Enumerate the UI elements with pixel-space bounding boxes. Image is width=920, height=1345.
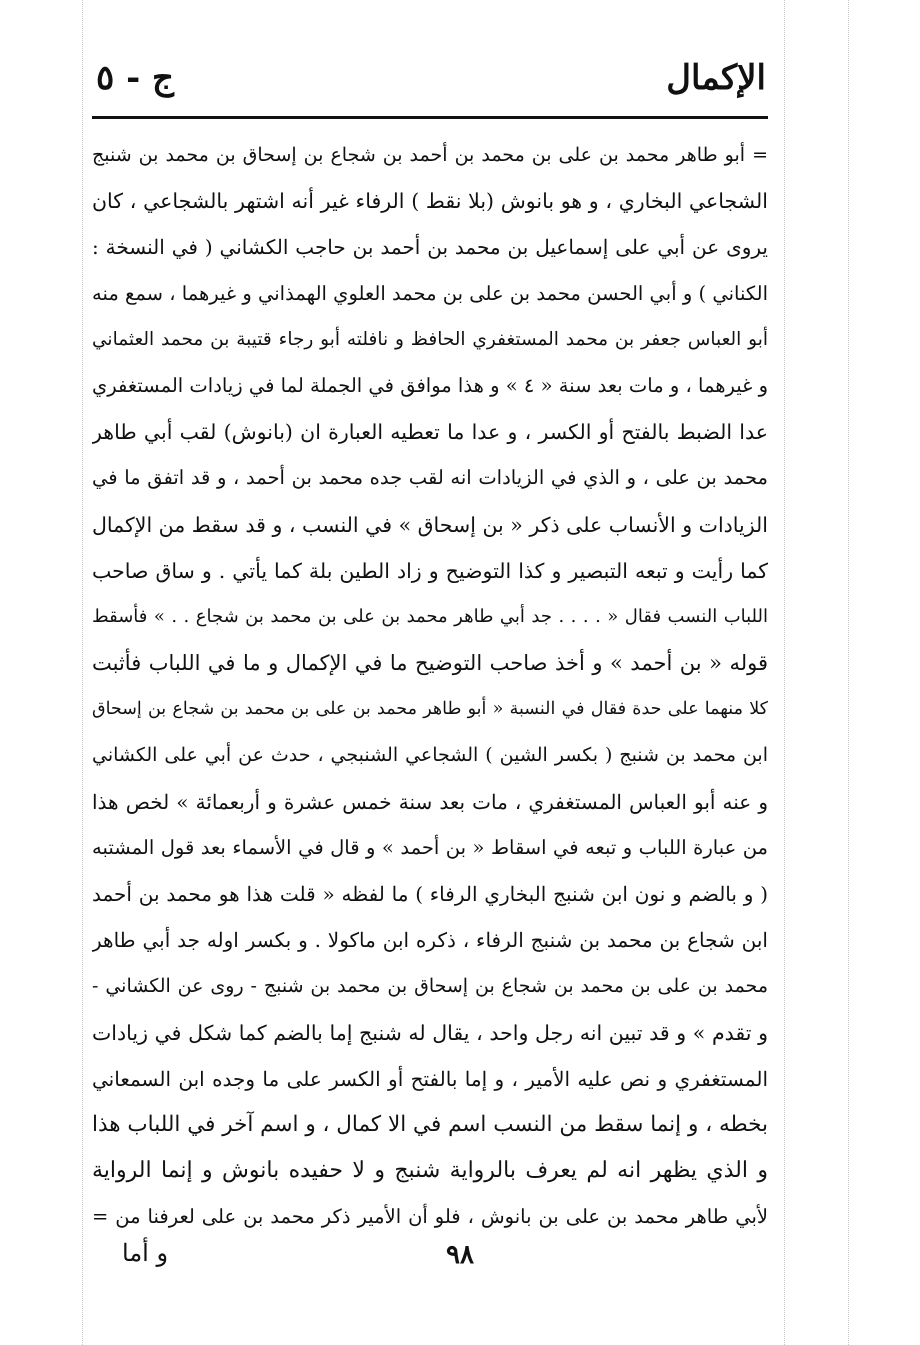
text-line: لأبي طاهر محمد بن على بن بانوش ، فلو أن الأمير ذكر محمد بن على لعرفنا من =: [92, 1205, 768, 1229]
scan-artifact-line: [82, 0, 83, 1345]
book-title: الإكمال: [666, 58, 766, 98]
text-line: محمد بن على ، و الذي في الزيادات انه لقب جده محمد بن أحمد ، و قد اتفق ما في: [92, 466, 768, 490]
text-line: و الذي يظهر انه لم يعرف بالرواية شنبج و لا حفيده بانوش و إنما الرواية: [92, 1158, 768, 1184]
header-rule: [92, 116, 768, 119]
text-line: بخطه ، و إنما سقط من النسب اسم في الا كمال ، و اسم آخر في اللباب هذا: [92, 1111, 768, 1137]
text-line: كما رأيت و تبعه التبصير و كذا التوضيح و زاد الطين بلة كما يأتي . و ساق صاحب: [92, 558, 768, 583]
body-text: [92, 132, 768, 1241]
text-line: ابن شجاع بن محمد بن شنبج الرفاء ، ذكره ابن ماكولا . و بكسر اوله جد أبي طاهر: [92, 928, 768, 953]
text-line: و عنه أبو العباس المستغفري ، مات بعد سنة خمس عشرة و أربعمائة » لخص هذا: [92, 789, 768, 814]
scan-artifact-line: [848, 0, 849, 1345]
text-line: ابن محمد بن شنبج ( بكسر الشين ) الشجاعي الشنبجي ، حدث عن أبي على الكشاني: [92, 744, 768, 767]
text-line: يروى عن أبي على إسماعيل بن محمد بن أحمد بن حاجب الكشاني ( في النسخة :: [92, 235, 768, 260]
text-line: محمد بن على بن محمد بن شجاع بن إسحاق بن محمد بن شنبج - روى عن الكشاني -: [92, 975, 768, 998]
text-line: الشجاعي البخاري ، و هو بانوش (بلا نقط ) الرفاء غير أنه اشتهر بالشجاعي ، كان: [92, 189, 768, 214]
running-header: [96, 58, 766, 108]
text-line: من عبارة اللباب و تبعه في اسقاط « بن أحمد » و قال في الأسماء بعد قول المشتبه: [92, 835, 768, 859]
text-line: كلا منهما على حدة فقال في النسبة « أبو طاهر محمد بن على بن محمد بن شجاع بن إسحاق: [92, 699, 768, 720]
text-line: عدا الضبط بالفتح أو الكسر ، و عدا ما تعطيه العبارة ان (بانوش) لقب أبي طاهر: [92, 420, 768, 445]
volume-label: ج - ٥: [96, 58, 174, 98]
text-line: اللباب النسب فقال « . . . . جد أبي طاهر محمد بن على بن محمد بن شجاع . . » فأسقط: [92, 605, 768, 627]
catchword: و أما: [122, 1239, 169, 1267]
text-line: المستغفري و نص عليه الأمير ، و إما بالفتح أو الكسر على ما وجده ابن السمعاني: [92, 1066, 768, 1091]
text-line: أبو العباس جعفر بن محمد المستغفري الحافظ و نافلته أبو رجاء قتيبة بن محمد العثماني: [92, 328, 768, 350]
text-line: و غيرهما ، و مات بعد سنة « ٤ » و هذا موافق في الجملة لما في زيادات المستغفري: [92, 373, 768, 397]
text-line: الكناني ) و أبي الحسن محمد بن على بن محمد العلوي الهمذاني و غيرهما ، سمع منه: [92, 281, 768, 305]
text-line: الزيادات و الأنساب على ذكر « بن إسحاق » في النسب ، و قد سقط من الإكمال: [92, 512, 768, 537]
text-line: و تقدم » و قد تبين انه رجل واحد ، يقال له شنبج إما بالضم كما شكل في زيادات: [92, 1020, 768, 1045]
text-line: ( و بالضم و نون ابن شنبج البخاري الرفاء ) ما لفظه « قلت هذا هو محمد بن أحمد: [92, 882, 768, 906]
text-line: = أبو طاهر محمد بن على بن محمد بن أحمد بن شجاع بن إسحاق بن محمد بن شنبج: [92, 144, 768, 166]
text-line: قوله « بن أحمد » و أخذ صاحب التوضيح ما في الإكمال و ما في اللباب فأثبت: [92, 651, 768, 676]
page-number: ٩٨: [446, 1240, 474, 1270]
scan-artifact-line: [784, 0, 785, 1345]
